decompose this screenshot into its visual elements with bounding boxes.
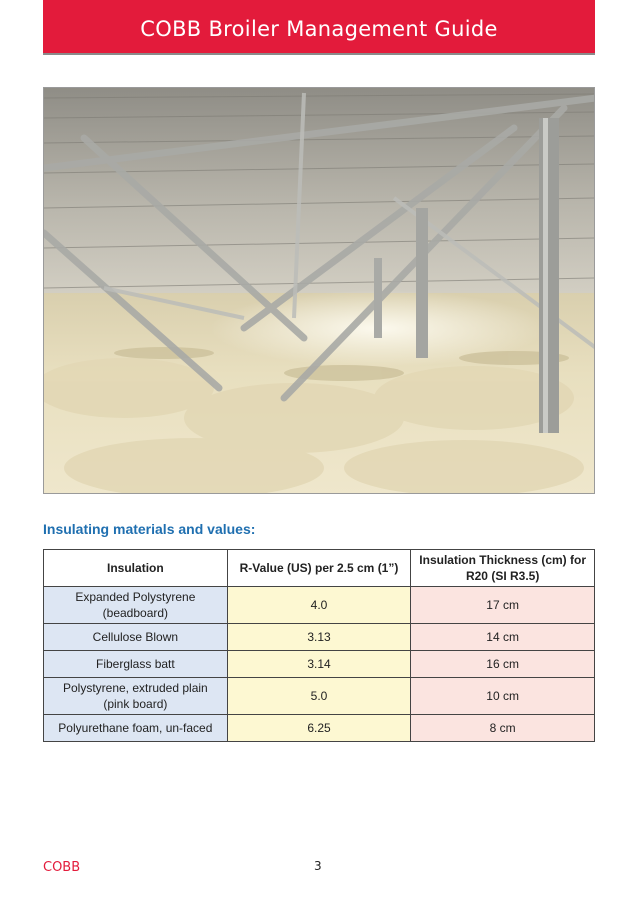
cell-thickness: 17 cm [411,587,595,624]
cell-insulation: Polyurethane foam, un-faced [44,715,228,742]
cell-insulation: Polystyrene, extruded plain (pink board) [44,678,228,715]
cell-thickness: 16 cm [411,651,595,678]
cell-r-value: 3.14 [227,651,411,678]
cell-r-value: 5.0 [227,678,411,715]
cell-insulation: Cellulose Blown [44,624,228,651]
table-header-row [44,550,595,587]
cell-r-value: 4.0 [227,587,411,624]
table-row [44,715,595,742]
table-row [44,651,595,678]
header-r-value: R-Value (US) per 2.5 cm (1”) [227,550,411,587]
table-row [44,678,595,715]
page-header [43,0,595,55]
cell-insulation: Fiberglass batt [44,651,228,678]
cell-r-value: 6.25 [227,715,411,742]
cell-thickness: 10 cm [411,678,595,715]
cell-insulation: Expanded Polystyrene (beadboard) [44,587,228,624]
section-title: Insulating materials and values: [43,521,256,537]
page-number: 3 [314,859,322,873]
cell-r-value: 3.13 [227,624,411,651]
footer-brand: COBB [43,860,81,875]
page-title: COBB Broiler Management Guide [140,17,498,41]
table-row [44,624,595,651]
header-insulation: Insulation [44,550,228,587]
insulation-table [43,549,595,742]
cell-thickness: 8 cm [411,715,595,742]
insulation-photo [43,87,595,494]
cell-thickness: 14 cm [411,624,595,651]
table-row [44,587,595,624]
header-thickness: Insulation Thickness (cm) for R20 (SI R3.5) [411,550,595,587]
